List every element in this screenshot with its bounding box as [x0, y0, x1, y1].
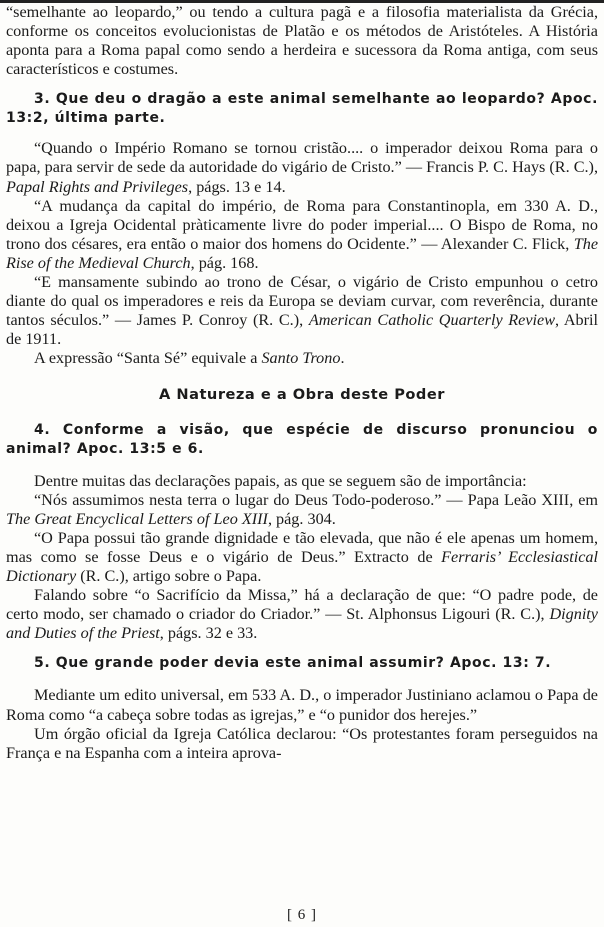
page-number: [ 6 ]	[287, 906, 317, 923]
quote-flick: “A mudança da capital do império, de Roma para Constantinopla, em 330 A. D., deixou a Igreja Ocidental pràticamente livre do poder imperial.... O Bispo de Roma, no trono dos césares, era então o maior dos homens do Ocidente.” — Alexander C. Flick, The Rise of the Medieval Church, pág. 168.	[6, 196, 598, 272]
book-title: Ferraris’ Ecclesiastical Dictionary	[6, 547, 599, 586]
question-5: 5. Que grande poder devia este animal assumir? Apoc. 13: 7.	[34, 655, 552, 672]
quote-leo: “Nós assumimos nesta terra o lugar do Deus Todo-poderoso.” — Papa Leão XIII, em The Great Encyclical Letters of Leo XIII, pág. 304.	[6, 490, 598, 528]
paragraph-orgao-oficial: Um órgão oficial da Igreja Católica declarou: “Os protestantes foram perseguidos na França e na Espanha com a inteira aprova-	[6, 724, 598, 762]
book-title: The Rise of the Medieval Church	[6, 234, 598, 272]
emphasis-term: Santo Trono	[261, 349, 341, 368]
book-title: The Great Encyclical Letters of Leo XIII	[6, 509, 268, 528]
quote-hays: “Quando o Império Romano se tornou cristão.... o imperador deixou Roma para o papa, para servir de sede da autoridade do vigário de Cristo.” — Francis P. C. Hays (R. C.), Papal Rights and Privileges, págs. 13 e 14.	[6, 139, 598, 196]
quote-ferraris: “O Papa possui tão grande dignidade e tão elevada, que não é ele apenas um homem, mas como se fosse Deus e o vigário de Deus.” Extracto de Ferraris’ Ecclesiastical Dictionary (R. C.), artigo sobre o Papa.	[6, 528, 599, 586]
paragraph-declaracoes: Dentre muitas das declarações papais, as que se seguem são de importância:	[34, 471, 527, 490]
paragraph-justiniano: Mediante um edito universal, em 533 A. D., o imperador Justiniano aclamou o Papa de Roma como “a cabeça sobre todas as igrejas,” e “o punidor dos herejes.”	[6, 686, 598, 724]
quote-ligouri: Falando sobre “o Sacrifício da Missa,” há a declaração de que: “O padre pode, de certo modo, ser chamado o criador do Criador.” — St. Alphonsus Ligouri (R. C.), Dignity and Duties of the Priest, págs. 32 e 33.	[6, 586, 598, 643]
paragraph-santa-se: A expressão “Santa Sé” equivale a Santo Trono.	[34, 349, 345, 368]
question-4: 4. Conforme a visão, que espécie de discurso pronunciou o animal? Apoc. 13:5 e 6.	[6, 421, 598, 457]
book-title: Papal Rights and Privileges	[6, 177, 189, 196]
book-title: American Catholic Quarterly Review	[308, 311, 556, 330]
question-3: 3. Que deu o dragão a este animal semelhante ao leopardo? Apoc. 13:2, última parte.	[6, 91, 598, 127]
section-heading: A Natureza e a Obra deste Poder	[159, 385, 445, 403]
quote-conroy: “E mansamente subindo ao trono de César, o vigário de Cristo empunhou o cetro diante do qual os imperadores e reis da Europa se deviam curvar, com reverência, durante tantos séculos.” — James P. Conroy (R. C.), American Catholic Quarterly Review, Abril de 1911.	[6, 273, 599, 349]
book-title: Dignity and Duties of the Priest	[6, 605, 598, 643]
paragraph-intro: “semelhante ao leopardo,” ou tendo a cultura pagã e a filosofia materialista da Grécia, conforme os conceitos evolucionistas de Platão e os métodos de Aristóteles. A História aponta para a Roma papal como sendo a herdeira e sucessora da Roma antiga, com seus característicos e costumes.	[6, 3, 598, 79]
